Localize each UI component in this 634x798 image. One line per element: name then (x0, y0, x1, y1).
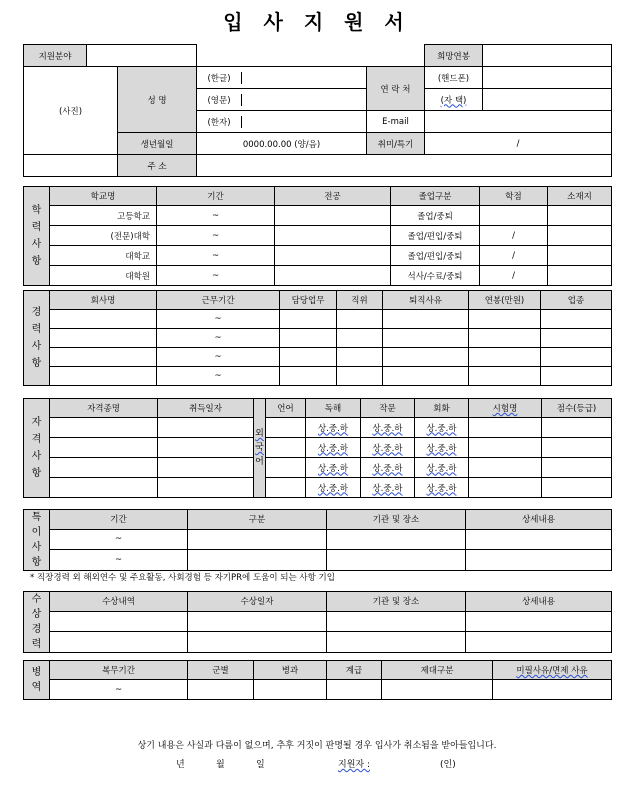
table-row (24, 310, 612, 329)
table-row (24, 632, 612, 653)
edu-period[interactable]: ~ (157, 246, 275, 266)
awards-table (23, 591, 612, 653)
lang-header-exam: 시험명 (469, 399, 542, 418)
writing-level[interactable]: 상.중.하 (361, 438, 415, 458)
lang-header-score: 점수(등급) (542, 399, 612, 418)
special-note: * 직장경력 외 해외연수 및 주요활동, 사회경험 등 자기PR에 도움이 되는 사항 기입 (30, 573, 335, 583)
edu-period[interactable]: ~ (157, 266, 275, 286)
career-header-period: 근무기간 (157, 291, 280, 310)
edu-school[interactable]: 대학교 (50, 246, 157, 266)
edu-header-grade: 학점 (480, 187, 548, 206)
awards-side-label: 수 상 경 력 (24, 592, 50, 653)
edu-status[interactable]: 졸업/편입/중퇴 (391, 246, 480, 266)
military-side-label: 병 역 (24, 661, 50, 700)
name-hanja-label: (한자) (197, 116, 242, 128)
lang-header-language: 언어 (266, 399, 306, 418)
field-input[interactable] (87, 45, 197, 67)
table-row (24, 550, 612, 571)
hobby-value[interactable]: / (425, 133, 612, 155)
military-header-period: 복무기간 (50, 661, 188, 680)
license-header-name: 자격종명 (50, 399, 158, 418)
career-header-position: 직위 (337, 291, 383, 310)
salary-label: 희망연봉 (425, 45, 483, 67)
hobby-label: 취미/특기 (367, 133, 425, 155)
military-period[interactable]: ~ (50, 680, 188, 700)
date-year[interactable]: 년 (176, 760, 185, 770)
declaration-statement: 상기 내용은 사실과 다름이 없으며, 추후 거짓이 판명될 경우 입사가 취소됨을 받아들입니다. (137, 741, 497, 751)
seal-mark[interactable]: (인) (440, 760, 456, 770)
military-header-specialty: 병과 (254, 661, 327, 680)
edu-location[interactable] (548, 266, 612, 286)
awards-header-org: 기관 및 장소 (327, 592, 466, 612)
table-row (24, 611, 612, 632)
date-month[interactable]: 월 (216, 760, 225, 770)
education-side-label: 학 력 사 항 (24, 187, 50, 286)
home-label: (자 택) (425, 89, 483, 111)
awards-header-title: 수상내역 (50, 592, 188, 612)
table-row (24, 329, 612, 348)
birth-label: 생년월일 (118, 133, 197, 155)
salary-input[interactable] (483, 45, 612, 67)
career-table (23, 290, 612, 386)
table-row (24, 266, 612, 286)
special-period[interactable]: ~ (50, 550, 188, 571)
name-kor-label: (한글) (197, 72, 242, 84)
military-header-rank: 계급 (327, 661, 382, 680)
career-period[interactable]: ~ (157, 367, 280, 386)
reading-level[interactable]: 상.중.하 (306, 458, 361, 478)
email-label: E-mail (367, 111, 425, 133)
edu-grade[interactable]: / (480, 246, 548, 266)
license-header-date: 취득일자 (158, 399, 254, 418)
date-day[interactable]: 일 (256, 760, 265, 770)
awards-header-detail: 상세내용 (466, 592, 612, 612)
edu-grade[interactable] (480, 206, 548, 226)
table-row (24, 529, 612, 550)
military-header-exempt-reason: 미필사유/면제 사유 (493, 661, 612, 680)
edu-status[interactable]: 석사/수료/중퇴 (391, 266, 480, 286)
writing-level[interactable]: 상.중.하 (361, 478, 415, 498)
edu-major[interactable] (275, 226, 391, 246)
table-row (24, 206, 612, 226)
military-header-branch: 군별 (188, 661, 254, 680)
name-hanja-input[interactable] (242, 116, 367, 128)
mobile-input[interactable] (483, 67, 612, 89)
email-input[interactable] (425, 111, 612, 133)
personal-info-table (23, 44, 612, 177)
education-table (23, 186, 612, 286)
table-row (24, 418, 612, 438)
contact-label: 연 락 처 (367, 67, 425, 111)
special-header-period: 기간 (50, 510, 188, 530)
speaking-level[interactable]: 상.중.하 (415, 418, 469, 438)
photo-box[interactable] (24, 67, 118, 155)
military-table (23, 660, 612, 700)
lang-header-writing: 작문 (361, 399, 415, 418)
career-header-reason: 퇴직사유 (383, 291, 469, 310)
career-period[interactable]: ~ (157, 310, 280, 329)
edu-period[interactable]: ~ (157, 206, 275, 226)
address-input[interactable] (197, 155, 612, 177)
edu-header-major: 전공 (275, 187, 391, 206)
career-side-label: 경 력 사 항 (24, 291, 50, 386)
reading-level[interactable]: 상.중.하 (306, 418, 361, 438)
writing-level[interactable]: 상.중.하 (361, 418, 415, 438)
field-label: 지원분야 (24, 45, 87, 67)
table-row (24, 367, 612, 386)
edu-header-status: 졸업구분 (391, 187, 480, 206)
table-row (24, 226, 612, 246)
applicant-label: 지원자 : (338, 760, 370, 770)
lang-header-speaking: 회화 (415, 399, 469, 418)
special-header-detail: 상세내용 (466, 510, 612, 530)
edu-school[interactable]: (전문)대학 (50, 226, 157, 246)
reading-level[interactable]: 상.중.하 (306, 438, 361, 458)
career-header-company: 회사명 (50, 291, 157, 310)
edu-school[interactable]: 고등학교 (50, 206, 157, 226)
special-period[interactable]: ~ (50, 529, 188, 550)
edu-period[interactable]: ~ (157, 226, 275, 246)
special-side-label: 특 이 사 항 (24, 510, 50, 571)
career-header-industry: 업종 (541, 291, 612, 310)
edu-header-location: 소재지 (548, 187, 612, 206)
birth-value[interactable]: 0000.00.00 (양/음) (197, 133, 367, 155)
edu-location[interactable] (548, 226, 612, 246)
edu-status[interactable]: 졸업/편입/중퇴 (391, 226, 480, 246)
lang-header-reading: 독해 (306, 399, 361, 418)
edu-major[interactable] (275, 206, 391, 226)
special-header-org: 기관 및 장소 (327, 510, 466, 530)
edu-header-school: 학교명 (50, 187, 157, 206)
edu-status[interactable]: 졸업/중퇴 (391, 206, 480, 226)
language-side-label: 외 국 어 (254, 399, 266, 498)
edu-school[interactable]: 대학원 (50, 266, 157, 286)
form-title: 입 사 지 원 서 (223, 10, 411, 34)
name-eng-label: (영문) (197, 94, 242, 106)
table-row (24, 438, 612, 458)
table-row (24, 680, 612, 700)
career-period[interactable]: ~ (157, 348, 280, 367)
table-row (24, 458, 612, 478)
edu-header-period: 기간 (157, 187, 275, 206)
name-kor-input[interactable] (242, 72, 367, 84)
edu-grade[interactable]: / (480, 226, 548, 246)
table-row (24, 478, 612, 498)
career-header-duty: 담당업무 (280, 291, 337, 310)
name-label: 성 명 (118, 67, 197, 133)
reading-level[interactable]: 상.중.하 (306, 478, 361, 498)
writing-level[interactable]: 상.중.하 (361, 458, 415, 478)
mobile-label: (핸드폰) (425, 67, 483, 89)
license-table (23, 398, 612, 498)
special-header-type: 구분 (188, 510, 327, 530)
table-row (24, 348, 612, 367)
edu-location[interactable] (548, 206, 612, 226)
edu-major[interactable] (275, 266, 391, 286)
career-period[interactable]: ~ (157, 329, 280, 348)
edu-major[interactable] (275, 246, 391, 266)
table-row (24, 246, 612, 266)
edu-grade[interactable]: / (480, 266, 548, 286)
military-header-discharge: 제대구분 (382, 661, 493, 680)
license-side-label: 자 격 사 항 (24, 399, 50, 498)
speaking-level[interactable]: 상.중.하 (415, 458, 469, 478)
speaking-level[interactable]: 상.중.하 (415, 478, 469, 498)
name-eng-input[interactable] (242, 94, 367, 106)
edu-location[interactable] (548, 246, 612, 266)
address-label: 주 소 (118, 155, 197, 177)
special-table (23, 509, 612, 571)
awards-header-date: 수상일자 (188, 592, 327, 612)
home-input[interactable] (483, 89, 612, 111)
speaking-level[interactable]: 상.중.하 (415, 438, 469, 458)
career-header-salary: 연봉(만원) (469, 291, 541, 310)
photo-label: (사진) (58, 106, 83, 117)
